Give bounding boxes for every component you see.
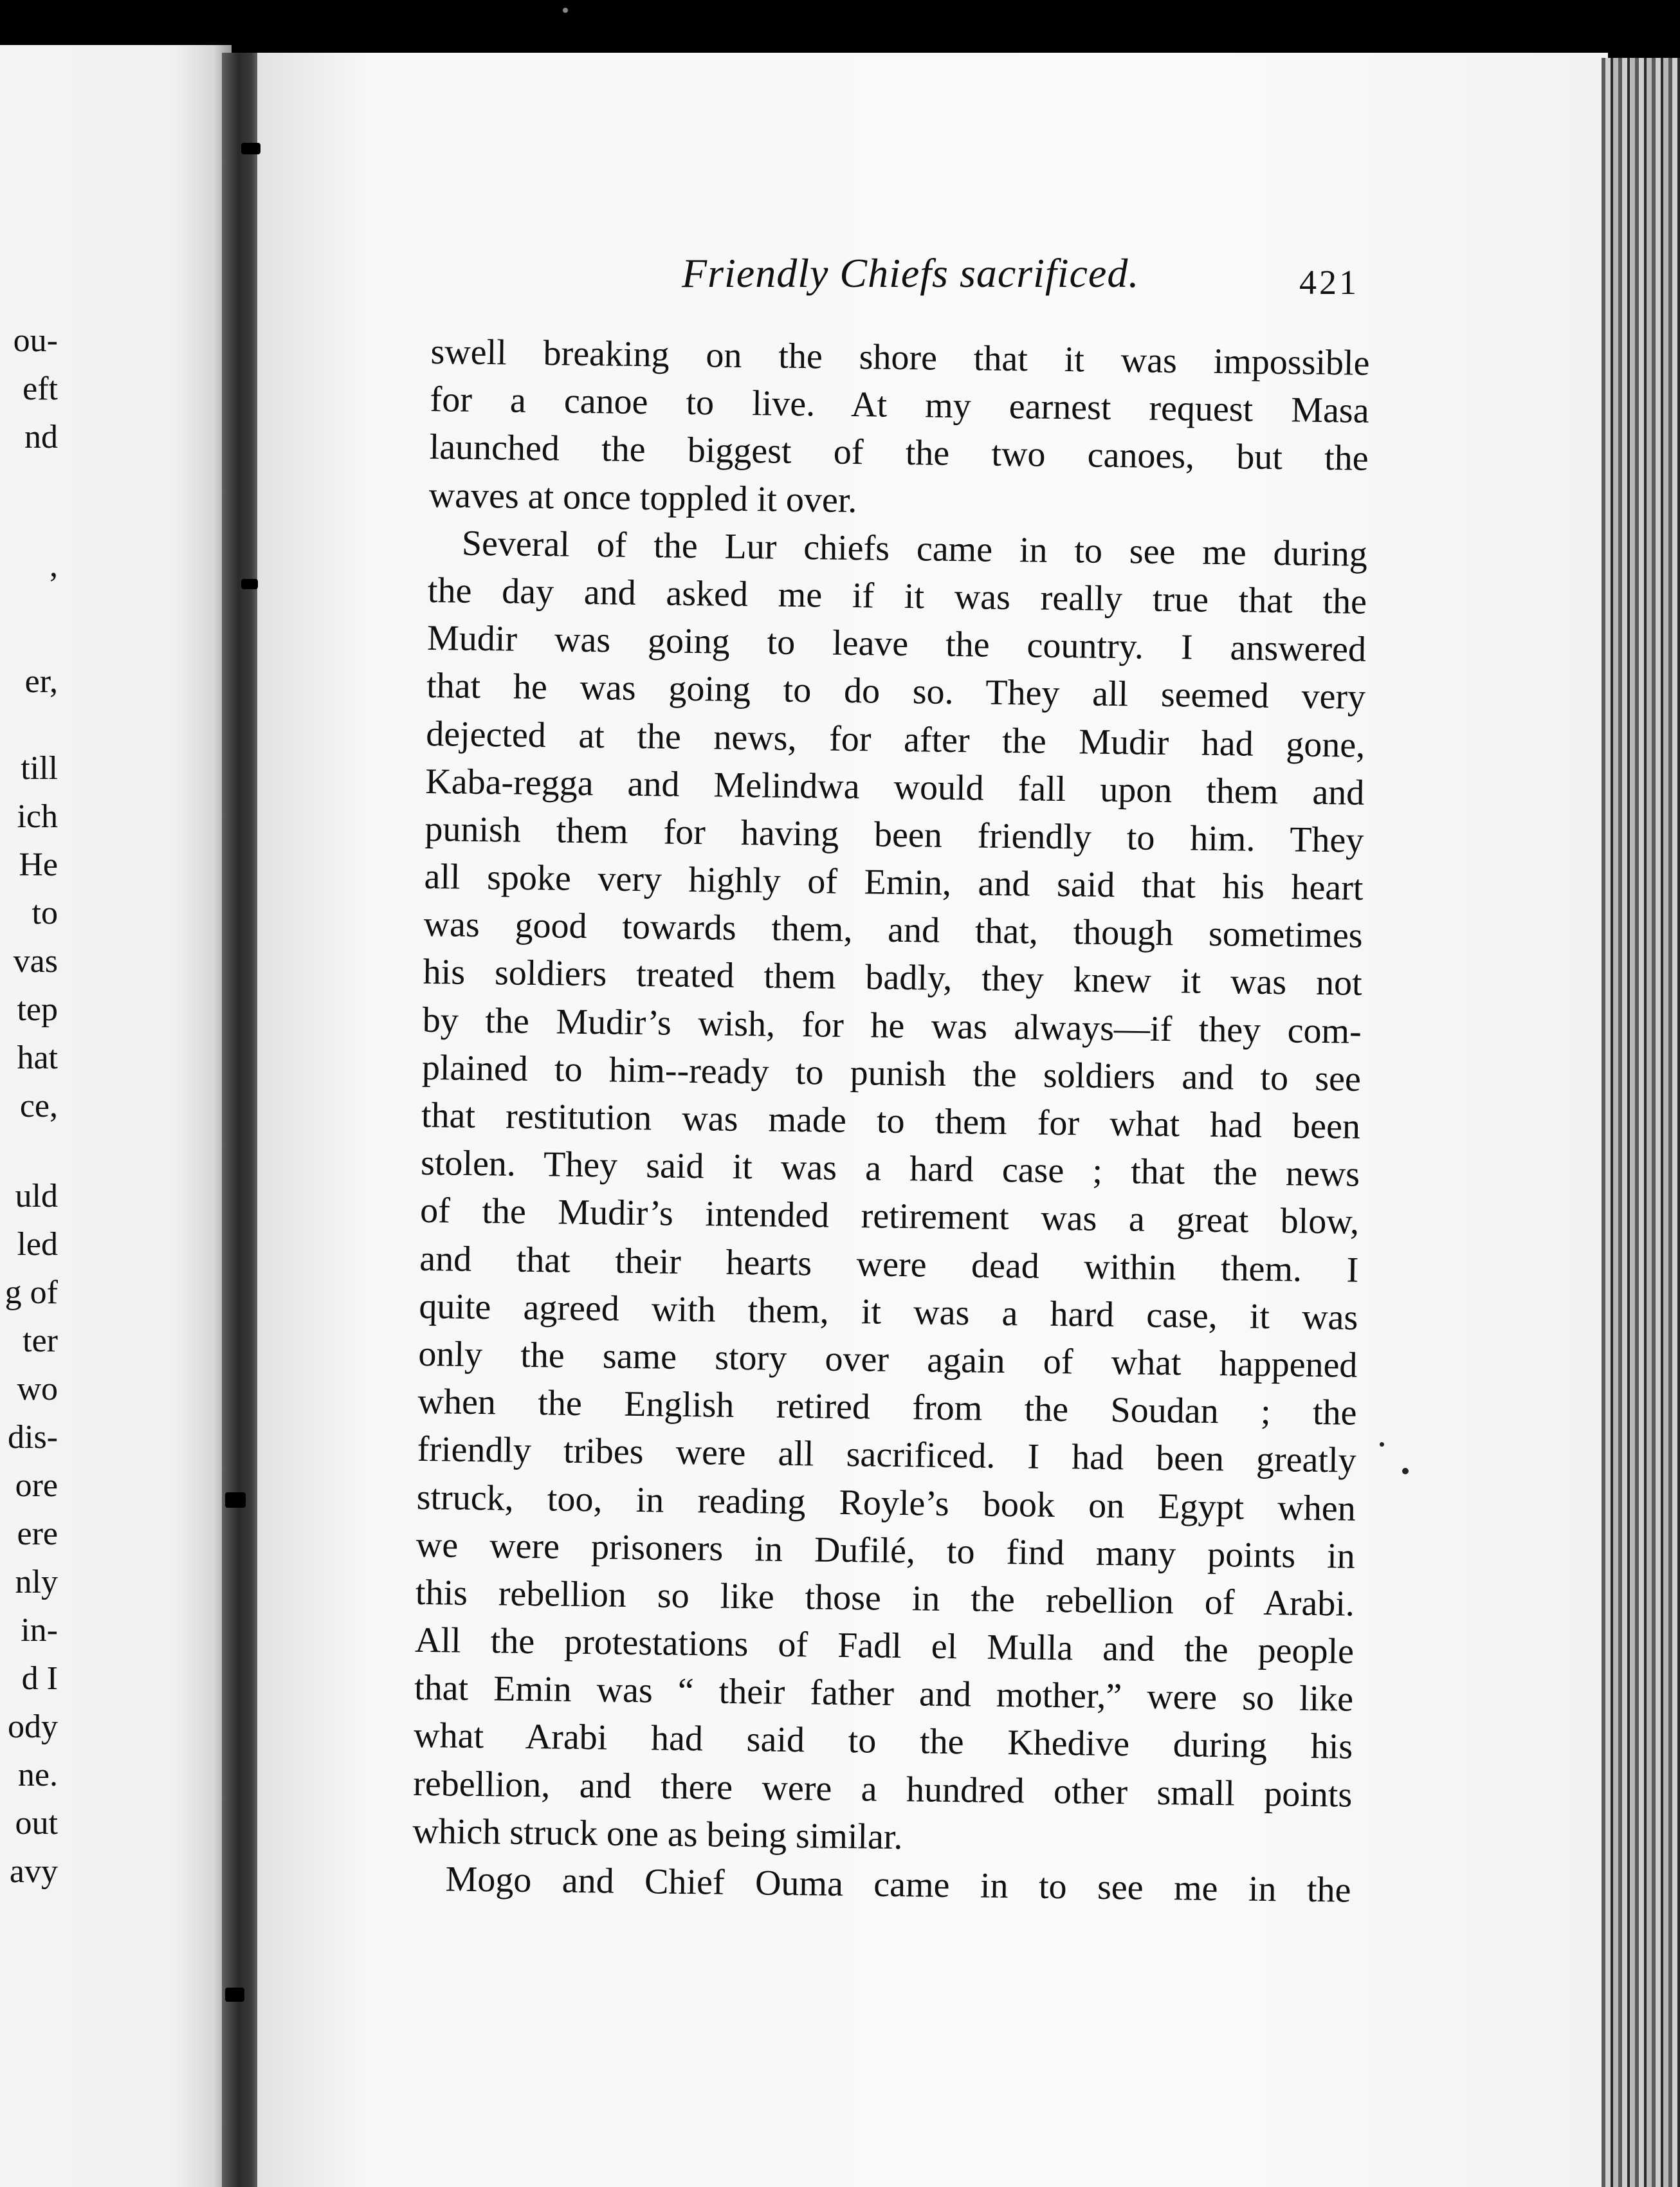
text-line: when the English retired from the Soudan ; the bbox=[417, 1382, 1357, 1433]
running-head: Friendly Chiefs sacrificed. bbox=[682, 250, 1140, 296]
facing-fragment: ere bbox=[17, 1515, 58, 1552]
text-line: All the protestations of Fadl el Mulla and the people bbox=[414, 1620, 1355, 1672]
text-line: plained to him--ready to punish the soldiers and to see bbox=[421, 1047, 1362, 1099]
facing-fragment: , bbox=[50, 547, 58, 584]
text-line: that he was going to do so. They all seemed very bbox=[426, 666, 1366, 718]
facing-fragment: ich bbox=[17, 798, 58, 835]
page-header bbox=[682, 250, 1139, 297]
facing-fragment: ody bbox=[8, 1708, 58, 1745]
print-speck bbox=[563, 8, 568, 13]
facing-fragment: ne. bbox=[17, 1757, 58, 1793]
facing-fragment: ou- bbox=[13, 322, 58, 359]
facing-fragment: in- bbox=[21, 1612, 58, 1649]
binding-mark bbox=[241, 143, 260, 154]
text-line: what Arabi had said to the Khedive during his bbox=[413, 1716, 1353, 1768]
text-line: Mogo and Chief Ouma came in to see me in the bbox=[445, 1859, 1351, 1910]
facing-fragment: er, bbox=[24, 663, 58, 700]
facing-page-text bbox=[0, 0, 58, 2187]
facing-fragment: hat bbox=[17, 1039, 58, 1076]
text-line: which struck one as being similar. bbox=[412, 1811, 903, 1857]
text-line: swell breaking on the shore that it was impossible bbox=[430, 331, 1370, 383]
text-line: rebellion, and there were a hundred other small points bbox=[412, 1763, 1353, 1815]
text-line: stolen. They said it was a hard case ; that the news bbox=[420, 1143, 1360, 1194]
facing-fragment: He bbox=[19, 846, 58, 883]
page-edges bbox=[1602, 58, 1680, 2187]
facing-fragment: ore bbox=[15, 1467, 58, 1504]
body-text bbox=[412, 328, 1370, 1914]
facing-fragment: eft bbox=[23, 371, 58, 407]
text-line: Kaba-regga and Melindwa would fall upon them and bbox=[425, 761, 1365, 813]
facing-fragment: to bbox=[32, 895, 58, 931]
binding-mark bbox=[225, 1492, 246, 1508]
text-line: waves at once toppled it over. bbox=[428, 475, 857, 520]
facing-fragment: nly bbox=[15, 1564, 58, 1600]
text-line: that restitution was made to them for what had been bbox=[421, 1095, 1361, 1147]
text-line: Several of the Lur chiefs came in to see me during bbox=[461, 523, 1368, 574]
facing-fragment: led bbox=[17, 1226, 58, 1263]
print-speck bbox=[1380, 1442, 1384, 1447]
binding-mark bbox=[241, 579, 258, 589]
text-line: friendly tribes were all sacrificed. I had been greatly bbox=[417, 1429, 1356, 1481]
print-speck bbox=[1402, 1468, 1409, 1474]
facing-fragment: till bbox=[21, 750, 58, 787]
text-line: we were prisoners in Dufilé, to find many points in bbox=[415, 1524, 1356, 1577]
binding-mark bbox=[225, 1988, 244, 2002]
text-line: the day and asked me if it was really true that the bbox=[427, 570, 1367, 622]
text-line: dejected at the news, for after the Mudir had gone, bbox=[425, 713, 1365, 765]
text-line: this rebellion so like those in the rebellion of Arabi. bbox=[415, 1572, 1355, 1624]
facing-fragment: wo bbox=[17, 1371, 58, 1407]
text-line: all spoke very highly of Emin, and said that his heart bbox=[424, 857, 1364, 908]
facing-fragment: uld bbox=[15, 1178, 58, 1214]
facing-fragment: dis- bbox=[8, 1419, 58, 1456]
text-line: was good towards them, and that, though sometimes bbox=[423, 904, 1363, 956]
facing-fragment: g of bbox=[5, 1274, 58, 1311]
facing-fragment: out bbox=[15, 1805, 58, 1842]
text-line: and that their hearts were dead within them. I bbox=[419, 1238, 1359, 1290]
facing-fragment: ter bbox=[23, 1322, 58, 1359]
scan-top-border bbox=[0, 0, 1680, 53]
text-line: by the Mudir’s wish, for he was always—if they com- bbox=[422, 1000, 1362, 1052]
facing-fragment: ce, bbox=[19, 1088, 58, 1124]
text-line: that Emin was “ their father and mother,” were so like bbox=[414, 1668, 1354, 1719]
text-line: his soldiers treated them badly, they knew it was not bbox=[423, 952, 1363, 1004]
text-line: quite agreed with them, it was a hard case, it was bbox=[419, 1286, 1358, 1338]
text-line: for a canoe to live. At my earnest request Masa bbox=[430, 380, 1369, 432]
page-number: 421 bbox=[1299, 263, 1359, 302]
text-line: launched the biggest of the two canoes, but the bbox=[429, 427, 1369, 479]
text-line: Mudir was going to leave the country. I answered bbox=[426, 618, 1367, 670]
facing-fragment: vas bbox=[13, 943, 58, 980]
text-line: only the same story over again of what happened bbox=[418, 1333, 1358, 1386]
facing-fragment: nd bbox=[24, 419, 58, 455]
text-line: punish them for having been friendly to him. They bbox=[425, 809, 1364, 861]
facing-fragment: d I bbox=[21, 1660, 58, 1697]
facing-fragment: tep bbox=[17, 991, 58, 1028]
facing-fragment: avy bbox=[9, 1853, 58, 1890]
text-line: struck, too, in reading Royle’s book on Egypt when bbox=[416, 1477, 1356, 1529]
text-line: of the Mudir’s intended retirement was a great blow, bbox=[419, 1191, 1360, 1243]
